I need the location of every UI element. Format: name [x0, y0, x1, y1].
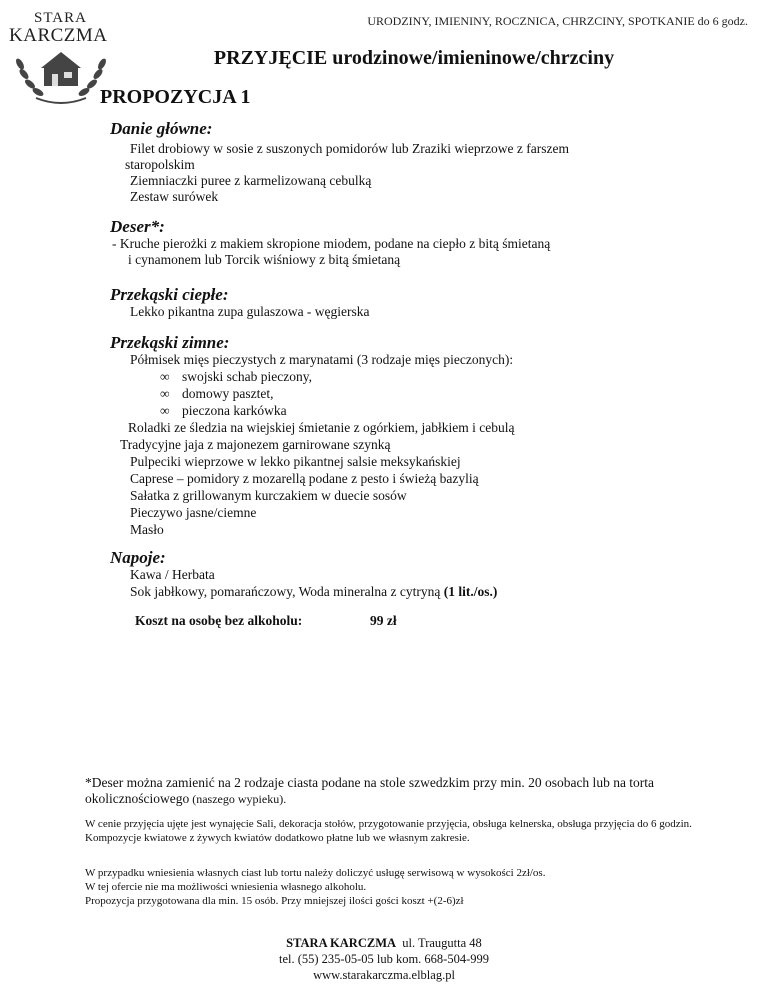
- list-item: ∞ swojski schab pieczony,: [160, 369, 312, 384]
- menu-line: Caprese – pomidory z mozarellą podane z pesto i świeżą bazylią: [130, 471, 479, 486]
- list-item: ∞ domowy pasztet,: [160, 386, 274, 401]
- menu-line: Roladki ze śledzia na wiejskiej śmietanie z ogórkiem, jabłkiem i cebulą: [128, 420, 515, 435]
- website-link[interactable]: www.starakarczma.elblag.pl: [313, 968, 455, 982]
- menu-line: Sok jabłkowy, pomarańczowy, Woda mineralna z cytryną (1 lit./os.): [130, 584, 498, 599]
- menu-line: - Kruche pierożki z makiem skropione miodem, podane na ciepło z bitą śmietaną: [112, 236, 551, 251]
- logo-line1: STARA: [34, 10, 87, 26]
- list-item: ∞ pieczona karkówka: [160, 403, 287, 418]
- menu-line: staropolskim: [125, 157, 195, 172]
- menu-line: Ziemniaczki puree z karmelizowaną cebulką: [130, 173, 372, 188]
- phone-line: tel. (55) 235-05-05 lub kom. 668-504-999: [278, 952, 490, 966]
- cost-label: Koszt na osobę bez alkoholu:: [135, 613, 303, 628]
- menu-line: Tradycyjne jaja z majonezem garnirowane szynką: [120, 437, 391, 452]
- infinity-bullet-icon: ∞: [160, 369, 170, 384]
- drinks-heading: Napoje:: [110, 548, 166, 567]
- menu-line: i cynamonem lub Torcik wiśniowy z bitą śmietaną: [128, 252, 401, 267]
- infinity-bullet-icon: ∞: [160, 403, 170, 418]
- contact-address: [0, 935, 768, 983]
- menu-line: Filet drobiowy w sosie z suszonych pomidorów lub Zraziki wieprzowe z farszem: [130, 141, 570, 156]
- dessert-footnote-line1: *Deser można zamienić na 2 rodzaje ciasta podane na stole szwedzkim przy min. 20 osobach lub na torta: [85, 775, 655, 790]
- main-course-heading: Danie główne:: [110, 119, 213, 138]
- dessert-footnote-line2: okolicznościowego (naszego wypieku).: [85, 791, 287, 806]
- menu-line: Kawa / Herbata: [130, 567, 215, 582]
- note-line: Kompozycje kwiatowe z żywych kwiatów dodatkowo płatne lub we własnym zakresie.: [85, 832, 470, 844]
- note-line: Propozycja przygotowana dla min. 15 osób. Przy mniejszej ilości gości koszt +(2-6)zł: [85, 895, 464, 907]
- menu-line: Pieczywo jasne/ciemne: [130, 505, 257, 520]
- menu-line: Zestaw surówek: [130, 189, 219, 204]
- cold-starters-heading: Przekąski zimne:: [110, 333, 230, 352]
- menu-line: Sałatka z grillowanym kurczakiem w duecie sosów: [130, 488, 407, 503]
- dessert-heading: Deser*:: [110, 217, 165, 236]
- infinity-bullet-icon: ∞: [160, 386, 170, 401]
- menu-line: Pulpeciki wieprzowe w lekko pikantnej salsie meksykańskiej: [130, 454, 461, 469]
- page-title: PRZYJĘCIE urodzinowe/imieninowe/chrzciny: [213, 47, 615, 69]
- terms-block-2: [85, 866, 755, 908]
- note-line: W przypadku wniesienia własnych ciast lub tortu należy doliczyć usługę serwisową w wysokości 2zł/os.: [85, 867, 546, 879]
- address-line1: STARA KARCZMA ul. Traugutta 48: [286, 936, 482, 950]
- proposal-heading: PROPOZYCJA 1: [100, 86, 251, 108]
- note-line: W cenie przyjęcia ujęte jest wynajęcie Sali, dekoracja stołów, przygotowanie przyjęcia, obsługa kelnerska, obsługa przyjęcia do 6 godzin.: [85, 818, 692, 830]
- hot-starters-heading: Przekąski ciepłe:: [110, 285, 229, 304]
- menu-line: Lekko pikantna zupa gulaszowa - węgierska: [130, 304, 370, 319]
- event-types-caption: URODZINY, IMIENINY, ROCZNICA, CHRZCINY, SPOTKANIE do 6 godz.: [367, 14, 748, 28]
- logo-line2: KARCZMA: [9, 25, 108, 46]
- cost-value: 99 zł: [370, 613, 397, 628]
- menu-line: Półmisek mięs pieczystych z marynatami (3 rodzaje mięs pieczonych):: [130, 352, 514, 367]
- terms-block-1: [85, 817, 755, 845]
- note-line: W tej ofercie nie ma możliwości wniesienia własnego alkoholu.: [85, 881, 367, 893]
- menu-line: Masło: [130, 522, 164, 537]
